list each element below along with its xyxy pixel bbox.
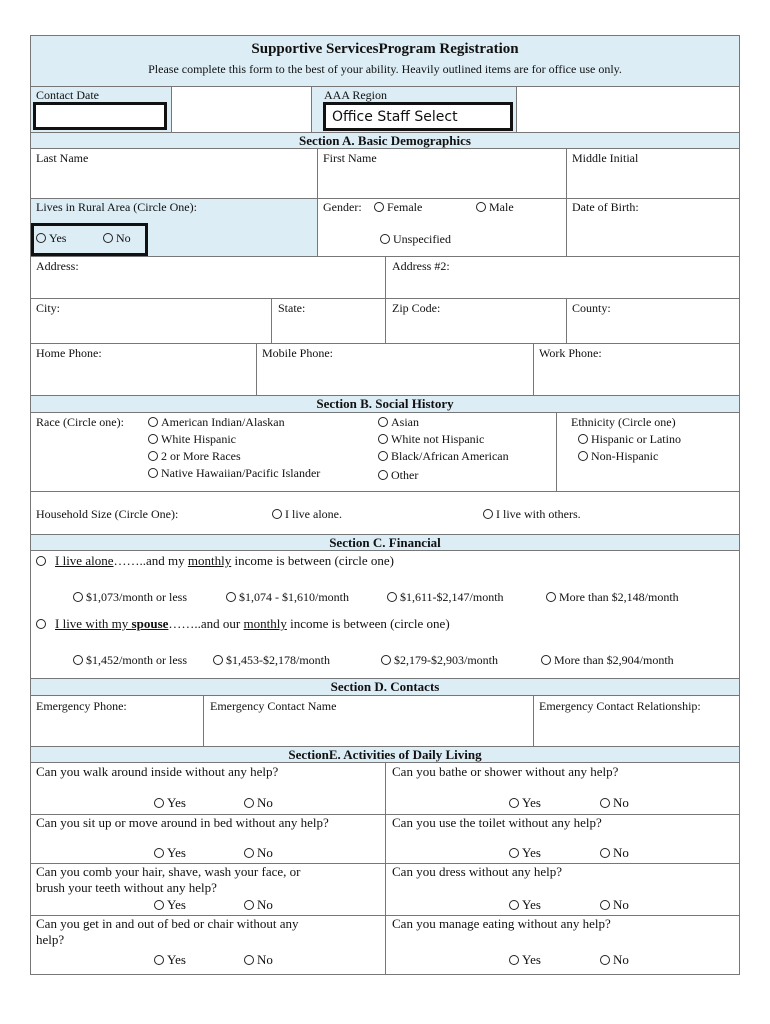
adl-no-option[interactable]: No <box>600 953 629 967</box>
radio-icon <box>578 434 588 444</box>
adl-no-option[interactable]: No <box>244 796 273 810</box>
radio-icon <box>244 900 254 910</box>
radio-icon <box>509 900 519 910</box>
radio-icon <box>103 233 113 243</box>
section-c-title: Section C. Financial <box>329 535 441 550</box>
radio-icon <box>148 451 158 461</box>
radio-icon <box>154 955 164 965</box>
adl-no-option[interactable]: No <box>244 898 273 912</box>
radio-icon <box>244 798 254 808</box>
adl-yes-option[interactable]: Yes <box>509 796 541 810</box>
state-label: State: <box>278 301 306 315</box>
radio-icon <box>381 655 391 665</box>
radio-icon <box>541 655 551 665</box>
race-option[interactable]: Native Hawaiian/Pacific Islander <box>148 466 320 480</box>
radio-icon <box>380 234 390 244</box>
radio-icon <box>378 451 388 461</box>
mobile-phone-label: Mobile Phone: <box>262 346 333 360</box>
radio-icon <box>600 798 610 808</box>
household-alone-option[interactable]: I live alone. <box>272 507 342 521</box>
adl-yes-option[interactable]: Yes <box>154 898 186 912</box>
first-name-label: First Name <box>323 151 377 165</box>
gender-female-option[interactable]: Female <box>374 200 422 214</box>
income-spouse-range[interactable]: More than $2,904/month <box>541 653 674 667</box>
radio-icon <box>600 848 610 858</box>
radio-icon <box>36 233 46 243</box>
last-name-label: Last Name <box>36 151 89 165</box>
radio-icon <box>148 468 158 478</box>
address2-label: Address #2: <box>392 259 450 273</box>
radio-icon <box>483 509 493 519</box>
radio-icon <box>226 592 236 602</box>
radio-icon <box>244 848 254 858</box>
registration-form <box>30 35 740 975</box>
radio-icon <box>272 509 282 519</box>
radio-icon <box>509 798 519 808</box>
radio-icon <box>546 592 556 602</box>
radio-icon <box>600 955 610 965</box>
radio-icon <box>244 955 254 965</box>
rural-label: Lives in Rural Area (Circle One): <box>36 200 197 214</box>
adl-question: Can you get in and out of bed or chair without any <box>36 916 299 931</box>
income-spouse-range[interactable]: $1,453-$2,178/month <box>213 653 330 667</box>
ethnicity-label: Ethnicity (Circle one) <box>571 415 676 429</box>
form-title: Supportive ServicesProgram Registration <box>251 41 519 57</box>
adl-yes-option[interactable]: Yes <box>154 953 186 967</box>
radio-icon <box>476 202 486 212</box>
adl-no-option[interactable]: No <box>244 953 273 967</box>
radio-icon <box>213 655 223 665</box>
gender-label: Gender: <box>323 200 362 214</box>
race-option[interactable]: White not Hispanic <box>378 432 484 446</box>
radio-icon <box>374 202 384 212</box>
adl-question: Can you dress without any help? <box>392 864 563 879</box>
adl-no-option[interactable]: No <box>600 846 629 860</box>
radio-icon <box>509 848 519 858</box>
radio-icon <box>154 798 164 808</box>
section-a-title: Section A. Basic Demographics <box>299 133 471 148</box>
ethnicity-option[interactable]: Hispanic or Latino <box>578 432 681 446</box>
ethnicity-option[interactable]: Non-Hispanic <box>578 449 658 463</box>
emergency-relationship-label: Emergency Contact Relationship: <box>539 699 701 713</box>
rural-no-option[interactable]: No <box>103 231 131 245</box>
radio-icon <box>578 451 588 461</box>
race-option[interactable]: American Indian/Alaskan <box>148 415 285 429</box>
address-label: Address: <box>36 259 79 273</box>
adl-question-cont: help? <box>36 932 65 947</box>
radio-icon <box>378 417 388 427</box>
county-label: County: <box>572 301 611 315</box>
section-d-title: Section D. Contacts <box>330 679 440 694</box>
contact-date-field[interactable] <box>33 102 167 130</box>
household-others-option[interactable]: I live with others. <box>483 507 581 521</box>
race-label: Race (Circle one): <box>36 415 124 429</box>
adl-yes-option[interactable]: Yes <box>154 846 186 860</box>
income-alone-option[interactable]: I live alone……..and my monthly income is between (circle one) <box>36 554 394 568</box>
income-alone-range[interactable]: $1,611-$2,147/month <box>387 590 504 604</box>
radio-icon <box>154 848 164 858</box>
income-spouse-option[interactable]: I live with my spouse……..and our monthly income is between (circle one) <box>36 617 450 631</box>
radio-icon <box>154 900 164 910</box>
adl-yes-option[interactable]: Yes <box>509 846 541 860</box>
contact-date-label: Contact Date <box>36 88 99 102</box>
section-e-title: SectionE. Activities of Daily Living <box>288 747 482 762</box>
emergency-name-label: Emergency Contact Name <box>210 699 337 713</box>
aaa-region-label: AAA Region <box>324 88 387 102</box>
radio-icon <box>148 434 158 444</box>
adl-question-cont: brush your teeth without any help? <box>36 880 217 895</box>
adl-question: Can you bathe or shower without any help? <box>392 764 619 779</box>
adl-question: Can you sit up or move around in bed without any help? <box>36 815 329 830</box>
income-spouse-range[interactable]: $1,452/month or less <box>73 653 187 667</box>
radio-icon <box>36 556 46 566</box>
adl-no-option[interactable]: No <box>600 898 629 912</box>
emergency-phone-label: Emergency Phone: <box>36 699 127 713</box>
radio-icon <box>148 417 158 427</box>
race-option[interactable]: Black/African American <box>378 449 509 463</box>
gender-male-option[interactable]: Male <box>476 200 514 214</box>
adl-question: Can you walk around inside without any help? <box>36 764 279 779</box>
middle-initial-label: Middle Initial <box>572 151 639 165</box>
form-subtitle: Please complete this form to the best of your ability. Heavily outlined items are for office use only. <box>148 62 622 76</box>
adl-yes-option[interactable]: Yes <box>509 953 541 967</box>
aaa-region-value: Office Staff Select <box>332 109 458 125</box>
work-phone-label: Work Phone: <box>539 346 602 360</box>
race-option[interactable]: 2 or More Races <box>148 449 241 463</box>
income-spouse-range[interactable]: $2,179-$2,903/month <box>381 653 498 667</box>
radio-icon <box>600 900 610 910</box>
radio-icon <box>387 592 397 602</box>
city-label: City: <box>36 301 61 315</box>
zip-label: Zip Code: <box>392 301 441 315</box>
race-option[interactable]: White Hispanic <box>148 432 236 446</box>
radio-icon <box>378 434 388 444</box>
adl-yes-option[interactable]: Yes <box>509 898 541 912</box>
income-alone-range[interactable]: $1,074 - $1,610/month <box>226 590 349 604</box>
adl-question: Can you comb your hair, shave, wash your face, or <box>36 864 301 879</box>
adl-question: Can you use the toilet without any help? <box>392 815 602 830</box>
home-phone-label: Home Phone: <box>36 346 102 360</box>
adl-question: Can you manage eating without any help? <box>392 916 611 931</box>
income-alone-range[interactable]: More than $2,148/month <box>546 590 679 604</box>
adl-no-option[interactable]: No <box>244 846 273 860</box>
radio-icon <box>378 470 388 480</box>
household-label: Household Size (Circle One): <box>36 507 179 521</box>
aaa-region-select[interactable] <box>323 102 513 131</box>
section-b-title: Section B. Social History <box>316 396 454 411</box>
radio-icon <box>73 655 83 665</box>
adl-yes-option[interactable]: Yes <box>154 796 186 810</box>
rural-yes-option[interactable]: Yes <box>36 231 66 245</box>
radio-icon <box>36 619 46 629</box>
adl-no-option[interactable]: No <box>600 796 629 810</box>
radio-icon <box>73 592 83 602</box>
race-option[interactable]: Asian <box>378 415 419 429</box>
income-alone-range[interactable]: $1,073/month or less <box>73 590 187 604</box>
gender-unspecified-option[interactable]: Unspecified <box>380 232 451 246</box>
dob-label: Date of Birth: <box>572 200 639 214</box>
radio-icon <box>509 955 519 965</box>
race-option[interactable]: Other <box>378 468 418 482</box>
